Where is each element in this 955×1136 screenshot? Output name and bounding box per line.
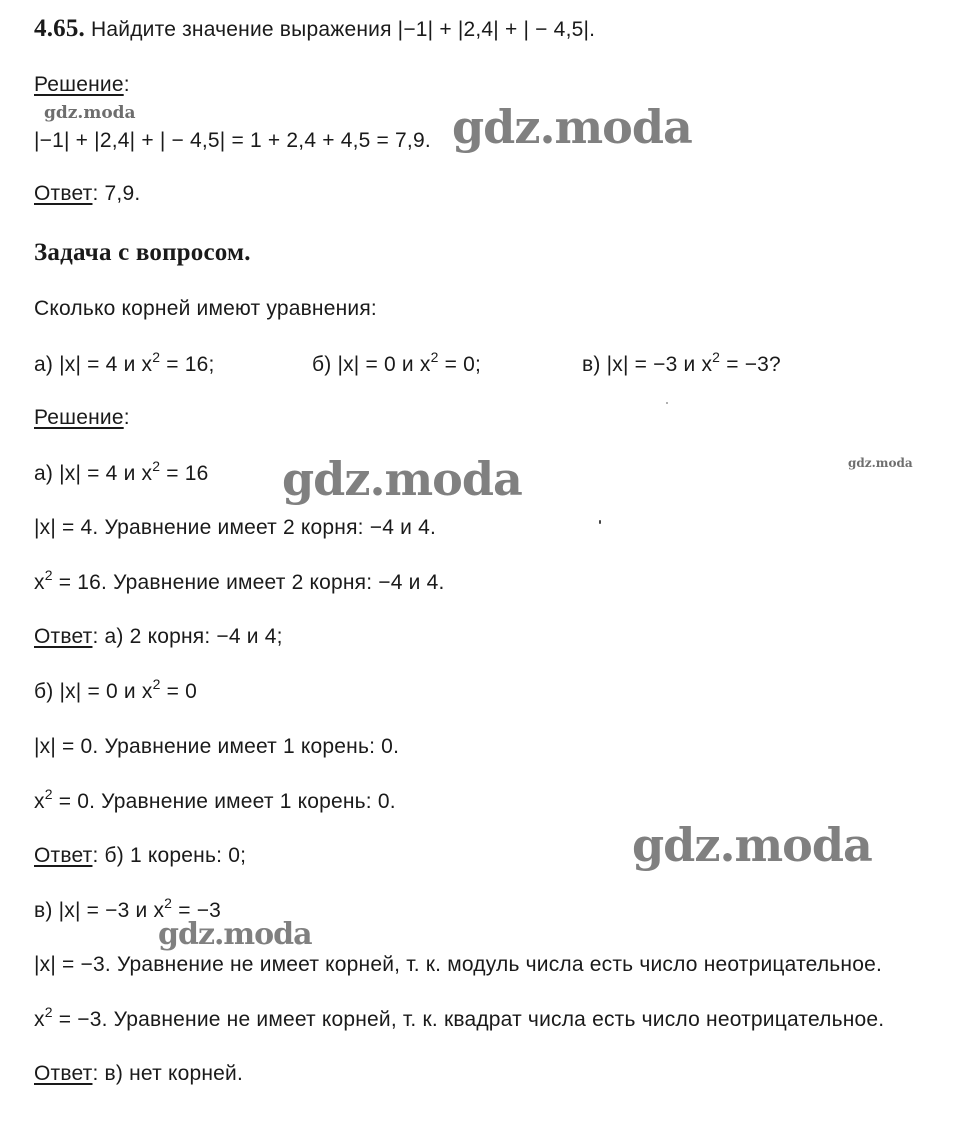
task-heading xyxy=(34,16,595,43)
question-prompt: Сколько корней имеют уравнения: xyxy=(34,297,377,320)
part-b-answer-label: Ответ xyxy=(34,844,93,867)
part-a-line2: $x^2 = 16$. Уравнение имеет 2 корня: −4 и 4. xyxy=(34,567,445,594)
watermark-big-2: gdz.moda xyxy=(282,452,522,506)
part-a-answer: Ответ: а) 2 корня: −4 и 4; xyxy=(34,625,283,648)
task-number: 4.65. xyxy=(34,15,85,42)
solution1-expression: |−1| + |2,4| + | − 4,5| = 1 + 2,4 + 4,5 = 7,9. xyxy=(34,129,431,152)
part-b-answer: Ответ: б) 1 корень: 0; xyxy=(34,844,247,867)
part-c-heading: в) |x| = −3 и $x^2 = -3$ xyxy=(34,895,222,922)
part-b-heading: б) |x| = 0 и $x^2 = 0$ xyxy=(34,676,197,703)
part-b-line2: $x^2 = 0$. Уравнение имеет 1 корень: 0. xyxy=(34,786,396,813)
watermark-mid-1: gdz.moda xyxy=(158,917,312,952)
part-b-line1: |x| = 0. Уравнение имеет 1 корень: 0. xyxy=(34,735,400,758)
part-c-answer: Ответ: в) нет корней. xyxy=(34,1062,243,1085)
solution2-label-line: Решение: xyxy=(34,406,130,429)
answer1-label: Ответ xyxy=(34,182,93,205)
watermark-big-3: gdz.moda xyxy=(632,818,872,872)
question-item-a: а) |x| = 4 и $x^2 = 16$; xyxy=(34,349,215,376)
part-a-heading: а) |x| = 4 и $x^2 = 16$ xyxy=(34,458,209,485)
part-c-line1: |x| = −3. Уравнение не имеет корней, т. к. модуль числа есть число неотрицательное. xyxy=(34,953,883,976)
part-c-line2: $x^2 = -3$. Уравнение не имеет корней, т. к. квадрат числа есть число неотрицательное. xyxy=(34,1004,885,1031)
question-title: Задача с вопросом. xyxy=(34,239,251,266)
part-a-line1: |x| = 4. Уравнение имеет 2 корня: −4 и 4. xyxy=(34,516,436,539)
watermark-small-1: gdz.moda xyxy=(44,103,136,123)
solution1-label-line: Решение: xyxy=(34,73,130,96)
question-item-c: в) |x| = −3 и $x^2 = -3$? xyxy=(582,349,781,376)
question-item-b: б) |x| = 0 и $x^2 = 0$; xyxy=(312,349,482,376)
watermark-big-1: gdz.moda xyxy=(452,100,692,154)
part-a-answer-label: Ответ xyxy=(34,625,93,648)
question-title-line xyxy=(34,240,251,267)
watermark-tiny-1: gdz.moda xyxy=(848,456,913,470)
part-c-answer-label: Ответ xyxy=(34,1062,93,1085)
solution1-label: Решение xyxy=(34,73,124,96)
solution2-label: Решение xyxy=(34,406,124,429)
task-text: Найдите значение выражения |−1| + |2,4| + | − 4,5|. xyxy=(91,18,596,41)
answer1-line xyxy=(34,181,140,207)
scan-mark xyxy=(599,520,601,524)
answer1-text: : 7,9. xyxy=(92,182,141,205)
scan-speck xyxy=(666,402,668,404)
